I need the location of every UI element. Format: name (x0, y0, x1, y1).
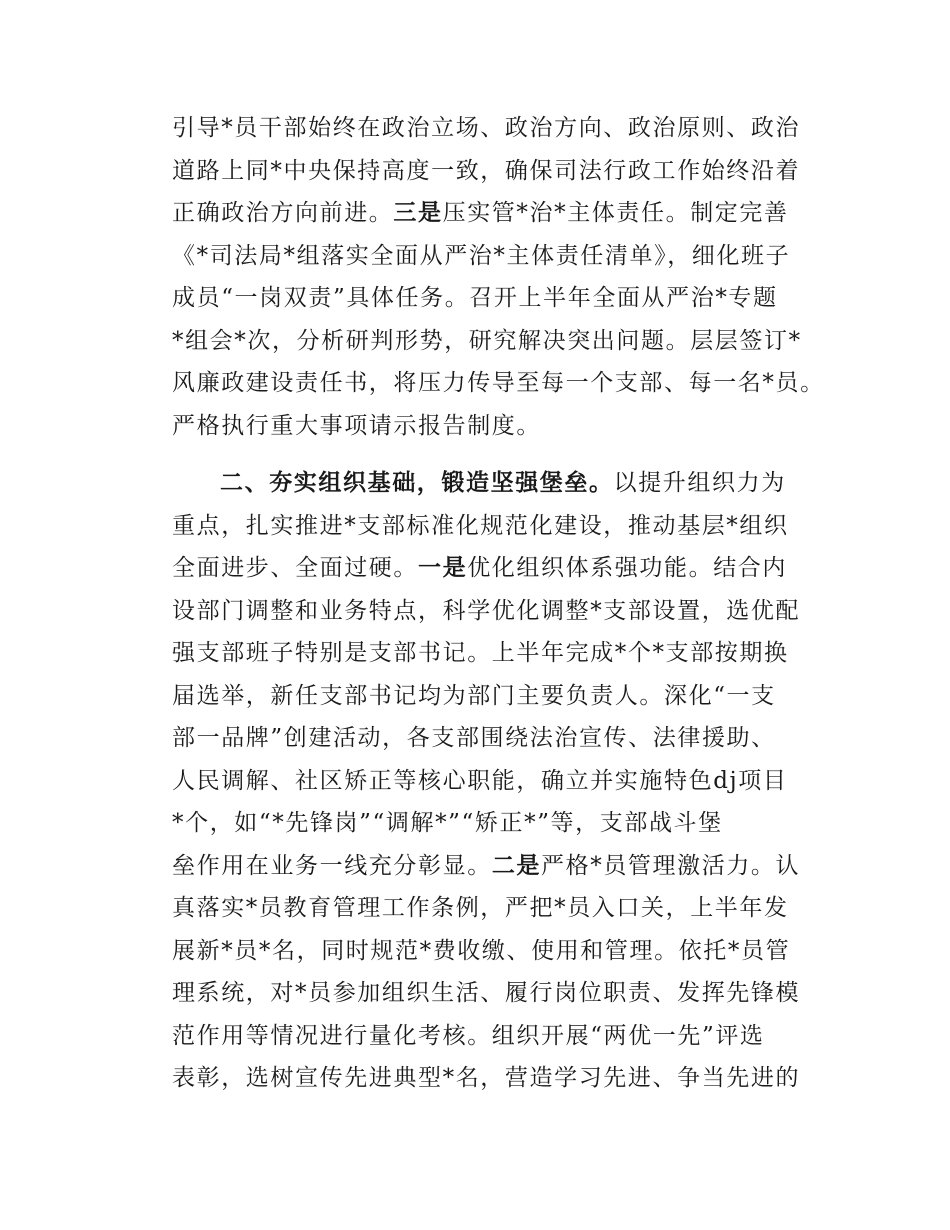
text-run: 严格*员管理激活力。认 (541, 852, 801, 879)
text-run: 垒作用在业务一线充分彰显。 (172, 852, 492, 879)
text-run: 压实管*治*主体责任。制定完善 (442, 200, 789, 226)
paragraph-2 (172, 462, 812, 1100)
text-line: 强支部班子特别是支部书记。上半年完成*个*支部按期换 (172, 640, 789, 666)
text-line: 设部门调整和业务特点，科学优化调整*支部设置，选优配 (172, 597, 801, 624)
text-line: 人民调解、社区矫正等核心职能，确立并实施特色dj项目 (172, 767, 788, 794)
text-line: *个，如“*先锋岗”“调解*”“矫正*”等，支部战斗堡 (172, 810, 723, 836)
text-line: 届选举，新任支部书记均为部门主要负责人。深化“一支 (172, 682, 776, 709)
bold-marker: 三是 (393, 200, 443, 226)
text-line (172, 845, 812, 888)
text-line: 严格执行重大事项请示报告制度。 (172, 412, 541, 439)
text-line: 真落实*员教育管理工作条例，严把*员入口关，上半年发 (172, 895, 789, 921)
text-line (172, 462, 812, 505)
section-heading: 二、夯实组织基础，锻造坚强堡垒。 (220, 470, 614, 496)
text-line: 引导*员干部始终在政治立场、政治方向、政治原则、政治 (172, 115, 801, 141)
text-line (172, 547, 812, 590)
paragraph-1 (172, 107, 825, 447)
text-line: 成员“一岗双责”具体任务。召开上半年全面从严治*专题 (172, 285, 778, 311)
text-run: 全面进步、全面过硬。 (172, 555, 418, 581)
text-line: 《*司法局*组落实全面从严治*主体责任清单》，细化班子 (172, 242, 791, 269)
text-run: 正确政治方向前进。 (172, 200, 394, 226)
text-line: 范作用等情况进行量化考核。组织开展“两优一先”评选 (172, 1022, 765, 1049)
text-line: 道路上同*中央保持高度一致，确保司法行政工作始终沿着 (172, 157, 801, 184)
text-line (172, 192, 812, 235)
text-line: 重点，扎实推进*支部标准化规范化建设，推动基层*组织 (172, 512, 789, 539)
text-run: 以提升组织力为 (613, 470, 786, 496)
text-line: 风廉政建设责任书，将压力传导至每一个支部、每一名*员。 (172, 370, 825, 396)
bold-marker: 二是 (491, 852, 542, 879)
text-line: 部一品牌”创建活动，各支部围绕法治宣传、法律援助、 (172, 725, 776, 751)
text-run: 优化组织体系强功能。结合内 (467, 555, 788, 581)
text-line: 理系统，对*员参加组织生活、履行岗位职责、发挥先锋模 (172, 980, 801, 1006)
bold-marker: 一是 (418, 555, 468, 581)
text-line: 表彰，选树宣传先进典型*名，营造学习先进、争当先进的 (172, 1065, 801, 1091)
text-line: *组会*次，分析研判形势，研究解决突出问题。层层签订* (172, 327, 802, 354)
text-line: 展新*员*名，同时规范*费收缴、使用和管理。依托*员管 (172, 937, 791, 964)
